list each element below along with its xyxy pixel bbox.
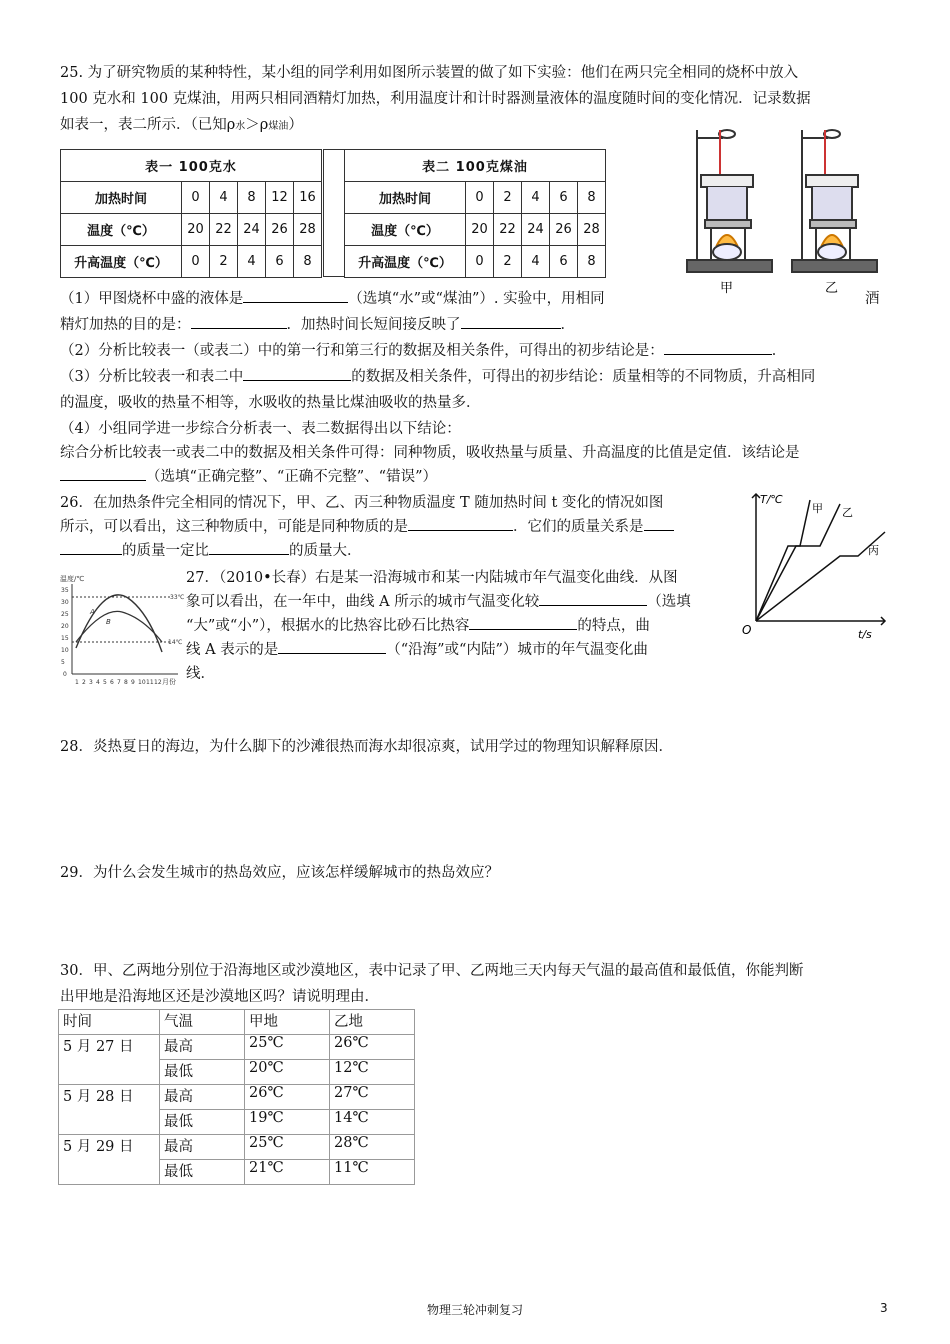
svg-text:5: 5	[61, 659, 65, 666]
answer-blank[interactable]	[243, 366, 351, 381]
table-water-title: 表一 100克水	[61, 150, 322, 182]
curve-a	[76, 595, 162, 652]
q25-intro-line1: 25. 为了研究物质的某种特性，某小组的同学利用如图所示装置的做了如下实验：他们在两只完全相同的烧杯中放入	[60, 65, 799, 81]
answer-blank[interactable]	[469, 615, 577, 630]
svg-text:B: B	[106, 618, 111, 626]
svg-text:2: 2	[82, 679, 86, 686]
svg-text:1: 1	[75, 679, 79, 686]
table-row: 温度（℃） 20 22 24 26 28	[345, 214, 606, 246]
table-row: 温度（℃） 20 22 24 26 28	[61, 214, 322, 246]
svg-text:14℃: 14℃	[168, 639, 183, 646]
q25-p4-line3: （选填“正确完整”、“正确不完整”、“错误”）	[60, 466, 895, 488]
climate-ylabel: 温度/℃	[60, 575, 85, 583]
q28: 28．炎热夏日的海边，为什么脚下的沙滩很热而海水却很凉爽，试用学过的物理知识解释原因．	[60, 739, 673, 755]
q25-p3-line1: （3）分析比较表一和表二中 的数据及相关条件，可得出的初步结论：质量相等的不同物质，升高相同	[60, 366, 895, 388]
q25-p1-wrap: 酒	[865, 291, 880, 307]
footer-title: 物理三轮冲刺复习	[426, 1303, 523, 1317]
table-row: 加热时间 0 2 4 6 8	[345, 182, 606, 214]
svg-text:15: 15	[61, 635, 69, 642]
svg-text:33℃: 33℃	[170, 594, 185, 601]
q25-intro-line3: 如表一，表二所示．（已知ρ水＞ρ煤油）	[60, 117, 303, 133]
answer-blank[interactable]	[191, 314, 287, 329]
curve-yi	[756, 504, 840, 621]
table-row: 5 月 27 日 最高 25℃ 26℃	[59, 1035, 415, 1060]
apparatus-yi	[792, 130, 877, 272]
answer-blank[interactable]	[461, 314, 561, 329]
q25-p3-line2: 的温度，吸收的热量不相等，水吸收的热量比煤油吸收的热量多．	[60, 395, 481, 411]
q26-line2: 所示，可以看出，这三种物质中，可能是同种物质的是 ．它们的质量关系是	[60, 516, 740, 538]
table-water	[60, 149, 322, 278]
svg-text:7: 7	[117, 679, 121, 686]
table-row: 最低 21℃ 11℃	[59, 1160, 415, 1185]
curve-b	[76, 611, 162, 642]
graph-origin: O	[742, 623, 752, 637]
q30-line2: 出甲地是沿海地区还是沙漠地区吗？请说明理由．	[60, 989, 379, 1005]
label-yi: 乙	[825, 281, 839, 296]
q26-temperature-graph	[740, 486, 890, 646]
table-kerosene-title: 表二 100克煤油	[345, 150, 606, 182]
q25-p4-line2: 综合分析比较表一或表二中的数据及相关条件可得：同种物质，吸收热量与质量、升高温度的比值是定值．该结论是	[60, 445, 800, 461]
table-header-row: 时间 气温 甲地 乙地	[59, 1010, 415, 1035]
svg-text:20: 20	[61, 623, 69, 630]
table-row: 最低 20℃ 12℃	[59, 1060, 415, 1085]
svg-text:12: 12	[154, 679, 162, 686]
q25-p1-line1: （1）甲图烧杯中盛的液体是 （选填“水”或“煤油”）. 实验中，用相同	[60, 288, 895, 310]
svg-text:10: 10	[138, 679, 146, 686]
curve-jia	[756, 500, 810, 621]
table-row: 最低 19℃ 14℃	[59, 1110, 415, 1135]
svg-text:10: 10	[61, 647, 69, 654]
table-row: 加热时间 0 4 8 12 16	[61, 182, 322, 214]
answer-blank[interactable]	[664, 340, 772, 355]
svg-text:5: 5	[103, 679, 107, 686]
answer-blank[interactable]	[408, 516, 513, 531]
svg-text:8: 8	[124, 679, 128, 686]
table-row: 5 月 28 日 最高 26℃ 27℃	[59, 1085, 415, 1110]
table-row: 升高温度（℃） 0 2 4 6 8	[61, 246, 322, 278]
q27-text: 27．（2010•长春）右是某一沿海城市和某一内陆城市年气温变化曲线．从图 象可以看出，在一年中，曲线 A 所示的城市气温变化较 （选填 “大”或“小”），根据水的比热容比砂石比热容 的特点，曲 线 A 表示的是 （“沿海”或“内陆”）城市的年气温变化曲 线．	[186, 570, 691, 682]
graph-ylabel: T/℃	[760, 493, 783, 506]
q25-p1-line2: 精灯加热的目的是： ．加热时间长短间接反映了 ．	[60, 314, 895, 336]
apparatus-jia	[687, 130, 772, 272]
svg-text:30: 30	[61, 599, 69, 606]
apparatus-figure	[675, 120, 890, 300]
graph-xlabel: t/s	[858, 628, 872, 641]
answer-blank[interactable]	[209, 540, 289, 555]
svg-text:A: A	[90, 608, 95, 616]
table-row: 升高温度（℃） 0 2 4 6 8	[345, 246, 606, 278]
q27-climate-graph	[58, 572, 188, 692]
q30-line1: 30．甲、乙两地分别位于沿海地区或沙漠地区，表中记录了甲、乙两地三天内每天气温的最高值和最低值，你能判断	[60, 963, 804, 979]
answer-blank[interactable]	[60, 540, 122, 555]
label-jia: 甲	[720, 281, 734, 296]
answer-blank[interactable]	[243, 288, 348, 303]
table-kerosene	[344, 149, 606, 278]
q25-p4: （4）小组同学进一步综合分析表一、表二数据得出以下结论：	[60, 421, 461, 437]
table-divider	[323, 149, 345, 277]
svg-text:3: 3	[89, 679, 93, 686]
table-row: 5 月 29 日 最高 25℃ 28℃	[59, 1135, 415, 1160]
svg-text:月份: 月份	[162, 678, 176, 686]
svg-text:9: 9	[131, 679, 135, 686]
q26-line1: 26．在加热条件完全相同的情况下，甲、乙、丙三种物质温度 T 随加热时间 t 变化的情况如图	[60, 495, 664, 511]
answer-blank[interactable]	[539, 591, 647, 606]
q25-p2: （2）分析比较表一（或表二）中的第一行和第三行的数据及相关条件，可得出的初步结论是： ．	[60, 340, 895, 362]
svg-text:11: 11	[146, 679, 154, 686]
page-number: 3	[880, 1301, 888, 1315]
svg-text:25: 25	[61, 611, 69, 618]
curve-label-jia: 甲	[812, 502, 823, 515]
svg-text:35: 35	[61, 587, 69, 594]
q29: 29．为什么会发生城市的热岛效应，应该怎样缓解城市的热岛效应？	[60, 865, 499, 881]
q25-intro-line2: 100 克水和 100 克煤油，用两只相同酒精灯加热，利用温度计和计时器测量液体的温度随时间的变化情况．记录数据	[60, 91, 811, 107]
svg-text:6: 6	[110, 679, 114, 686]
answer-blank[interactable]	[644, 516, 674, 531]
weather-table	[58, 1009, 415, 1185]
answer-blank[interactable]	[278, 639, 386, 654]
curve-label-bing: 丙	[868, 544, 879, 557]
curve-label-yi: 乙	[842, 506, 853, 519]
q26-line3: 的质量一定比 的质量大．	[60, 540, 740, 562]
answer-blank[interactable]	[60, 466, 146, 481]
svg-text:0: 0	[63, 671, 67, 678]
svg-text:4: 4	[96, 679, 100, 686]
